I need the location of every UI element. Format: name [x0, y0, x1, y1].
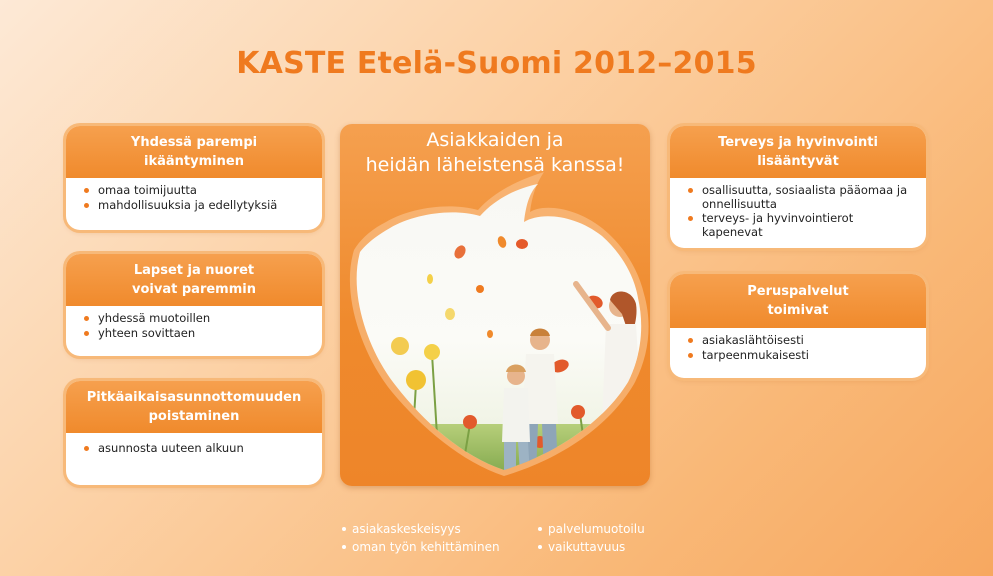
card-heading-line: Yhdessä parempi	[130, 135, 258, 150]
keyword-text: palvelumuotoilu	[548, 522, 645, 536]
card-heading	[66, 254, 322, 306]
bullet-icon	[84, 203, 89, 208]
card-heading-line: Pitkäaikaisasunnottomuuden	[86, 390, 302, 405]
list-item	[688, 212, 914, 239]
keyword-item	[342, 520, 532, 538]
card-heading	[670, 274, 926, 328]
bullet-icon	[84, 316, 89, 321]
keyword-item	[538, 520, 678, 538]
card-body	[670, 178, 926, 246]
list-item-text: mahdollisuuksia ja edellytyksiä	[98, 197, 278, 212]
card-heading	[66, 126, 322, 178]
list-item	[84, 184, 310, 198]
card-body	[66, 178, 322, 219]
bullet-icon	[84, 331, 89, 336]
list-item-text: asiakaslähtöisesti	[702, 333, 804, 347]
keyword-text: oman työn kehittäminen	[352, 540, 500, 554]
keyword-list-left	[342, 520, 532, 556]
list-item-text: yhdessä muotoillen	[98, 311, 211, 325]
list-item	[84, 312, 310, 326]
card-heading-line: poistaminen	[148, 409, 240, 424]
list-item-text: omaa toimijuutta	[98, 183, 197, 197]
keyword-text: vaikuttavuus	[548, 540, 626, 554]
bullet-icon	[342, 545, 346, 549]
card-peruspalvelut	[670, 274, 926, 378]
card-heading-line: Lapset ja nuoret	[133, 263, 255, 278]
bullet-icon	[688, 353, 693, 358]
keyword-item	[342, 538, 532, 556]
card-heading	[66, 381, 322, 433]
keyword-item	[538, 538, 678, 556]
list-item	[84, 442, 310, 456]
bullet-icon	[342, 527, 346, 531]
list-item	[84, 199, 310, 213]
center-illustration	[340, 124, 650, 486]
keyword-list-right	[538, 520, 678, 556]
center-heading-line: heidän läheistensä kanssa!	[365, 154, 625, 176]
card-asunnottomuus	[66, 381, 322, 485]
list-item	[84, 327, 310, 341]
list-item-text: yhteen sovittaen	[98, 325, 196, 340]
center-heading-line: Asiakkaiden ja	[426, 129, 564, 151]
card-heading-line: Terveys ja hyvinvointi	[718, 135, 878, 150]
card-heading-line: voivat paremmin	[132, 282, 256, 297]
bullet-icon	[538, 527, 542, 531]
bullet-icon	[688, 216, 693, 221]
list-item-text: tarpeenmukaisesti	[702, 347, 809, 362]
bullet-icon	[688, 188, 693, 193]
bullet-icon	[688, 338, 693, 343]
list-item	[688, 334, 914, 348]
bullet-icon	[84, 446, 89, 451]
card-heading-line: lisääntyvät	[757, 154, 839, 169]
card-heading	[670, 126, 926, 178]
bullet-icon	[84, 188, 89, 193]
list-item	[688, 349, 914, 363]
list-item-text: terveys- ja hyvinvointierot kapenevat	[702, 211, 854, 239]
keyword-text: asiakaskeskeisyys	[352, 522, 461, 536]
card-heading-line: ikääntyminen	[144, 154, 244, 169]
center-heading	[340, 128, 650, 178]
card-lapset-nuoret	[66, 254, 322, 356]
card-body	[66, 306, 322, 347]
list-item	[688, 184, 914, 211]
bullet-icon	[538, 545, 542, 549]
list-item-text: osallisuutta, sosiaalista pääomaa ja onnellisuutta	[702, 183, 908, 211]
page-title: KASTE Etelä-Suomi 2012–2015	[236, 46, 757, 81]
card-heading-line: Peruspalvelut	[747, 284, 849, 299]
card-heading-line: toimivat	[767, 303, 829, 318]
center-panel	[340, 124, 650, 486]
card-body	[670, 328, 926, 369]
card-body	[66, 433, 322, 463]
list-item-text: asunnosta uuteen alkuun	[98, 441, 244, 455]
card-terveys-hyvinvointi	[670, 126, 926, 248]
card-ikaantyminen	[66, 126, 322, 230]
